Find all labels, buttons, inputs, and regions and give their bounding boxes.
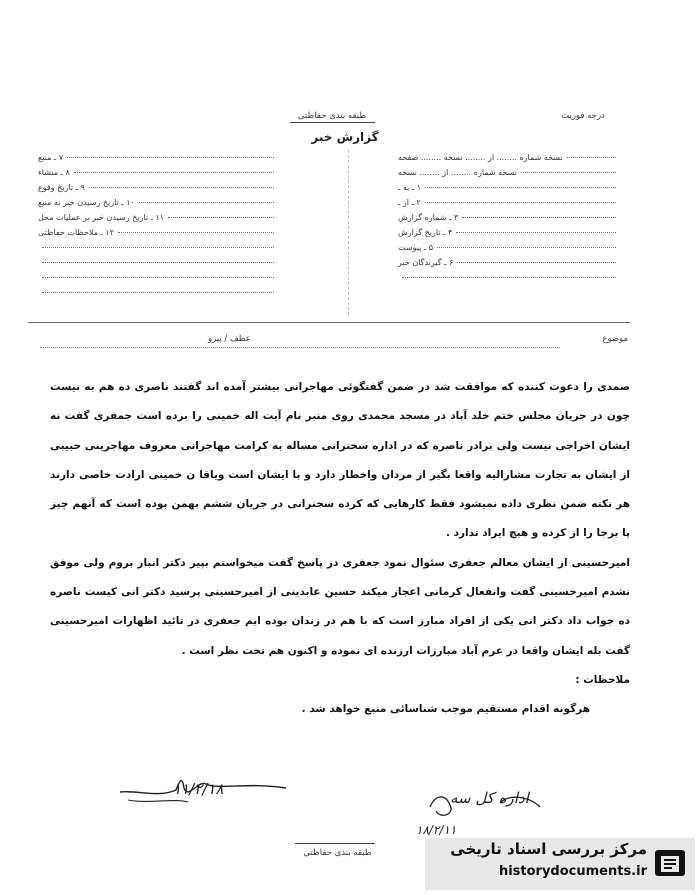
field-label: ۶ ـ گیرندگان خبر	[398, 258, 454, 267]
signature-right-name: اداره کل سه	[450, 789, 529, 807]
field-label: ۱۱ ـ تاریخ رسیدن خبر بر عملیات محل	[38, 213, 165, 222]
field-label: ۹ ـ تاریخ وقوع	[38, 183, 85, 192]
field-label: ۸ ـ منشاء	[38, 168, 70, 177]
fields-right-column	[398, 150, 620, 285]
field-row	[398, 150, 620, 165]
archive-logo-icon	[651, 844, 689, 882]
footer-classification-rule	[295, 843, 375, 844]
field-row	[398, 255, 620, 270]
report-body	[50, 373, 630, 725]
column-divider	[348, 150, 349, 315]
body-paragraph: هرگونه اقدام مستقیم موجب شناسائی منبع خواهد شد .	[301, 703, 590, 716]
field-row-blank	[38, 255, 278, 270]
field-row	[398, 210, 620, 225]
field-row-blank	[38, 285, 278, 300]
signature-left-date: ۱۱/۲/۱۸	[173, 780, 224, 798]
field-label: نسخه شماره ........ از ........ نسخه	[398, 168, 517, 177]
field-row	[38, 150, 278, 165]
signature-left	[118, 770, 288, 810]
signature-right-date: ۱۸/۲/۱۱	[416, 823, 457, 837]
subject-dotted-line	[40, 347, 560, 348]
report-title: گزارش خبر	[311, 130, 379, 144]
field-row	[398, 195, 620, 210]
field-row	[398, 240, 620, 255]
field-label: ۳ ـ شماره گزارش	[398, 213, 459, 222]
field-row	[38, 225, 278, 240]
field-label: نسخه شماره ........ از ........ نسخه ........ صفحه	[398, 153, 563, 162]
watermark-url: historydocuments.ir	[498, 864, 647, 879]
field-row-blank	[38, 240, 278, 255]
field-label: ۴ ـ تاریخ گزارش	[398, 228, 453, 237]
body-paragraph: امیرحسینی از ایشان معالم جعفری سئوال نمود جعفری در پاسخ گفت میخواستم بپیر دکتر انبار بروم ولی موفق نشدم امیرحسینی گفت وانفعال کرمانی اعجاز میکند حسین عابدینی از امیرحسینی پرسید دکتر انی کیست ناصره ده جواب داد دکتر انی یکی از افراد مبارز است که با هم در زندان بوده ایم جعفری در تائید اظهارات امیرحسینی گفت بله ایشان واقعا در عرم آباد مبارزات ارزنده ای نموده و اکنون هم تحت نظر است .	[50, 556, 630, 657]
field-row	[398, 180, 620, 195]
field-row-blank	[38, 270, 278, 285]
field-row	[38, 180, 278, 195]
watermark	[425, 838, 695, 890]
field-label: ۲ ـ از ـ	[398, 198, 421, 207]
header-classification-label: طبقه بندی حفاظتی	[297, 111, 367, 121]
field-row	[38, 195, 278, 210]
field-row	[398, 225, 620, 240]
field-label: ۵ ـ پیوست	[398, 243, 434, 252]
field-row	[38, 165, 278, 180]
field-row-blank	[398, 270, 620, 285]
footer-classification-label: طبقه بندی حفاظتی	[303, 848, 372, 858]
fields-left-column	[38, 150, 278, 300]
field-label: ۱ ـ به ـ	[398, 183, 422, 192]
subject-label: موضوع	[602, 334, 628, 344]
field-row	[38, 210, 278, 225]
body-paragraph: صمدی را دعوت کننده که موافقت شد در ضمن گفتگوئی مهاجرانی بیشتر آمده اند گفتند ناصری ده هم به نیست چون در جریان مجلس ختم خلد آباد در مسجد محمدی روی منبر نام آیت اله خمینی را برده است جمفری گفت نه ایشان اخراجی نیست ولی برادر ناصره که در اداره سخنرانی مساله به کرامت مهاجرانی معروف مهاجرینی حبیبی از ایشان به تجارت مشارالیه واقعا بگیر از مردان واخطار دارد و با ایشان است ویاقا ن خمینی ارادت خاصی دارند هر نکته ضمن نظری داده نمیشود فقط کارهایی که کرده سخنرانی در جریان ششم بهمن بوده است که آنهم چیز پا برجا را از کرده و هیچ ایراد ندارد .	[50, 381, 630, 540]
field-label: ۷ ـ منبع	[38, 153, 64, 162]
header-urgency-label: درجه فوریت	[561, 111, 605, 121]
field-label: ۱۰ ـ تاریخ رسیدن خبر به منبع	[38, 198, 135, 207]
remarks-label: ملاحظات :	[575, 673, 630, 686]
watermark-title: مرکز بررسی اسناد تاریخی	[450, 840, 647, 858]
field-label: ۱۲ ـ ملاحظات حفاظتی	[38, 228, 114, 237]
reference-label: عطف / پیرو	[208, 334, 251, 344]
field-row	[398, 165, 620, 180]
signature-right	[410, 785, 570, 845]
header-divider-line	[28, 322, 630, 323]
header-classification-rule	[290, 122, 375, 123]
